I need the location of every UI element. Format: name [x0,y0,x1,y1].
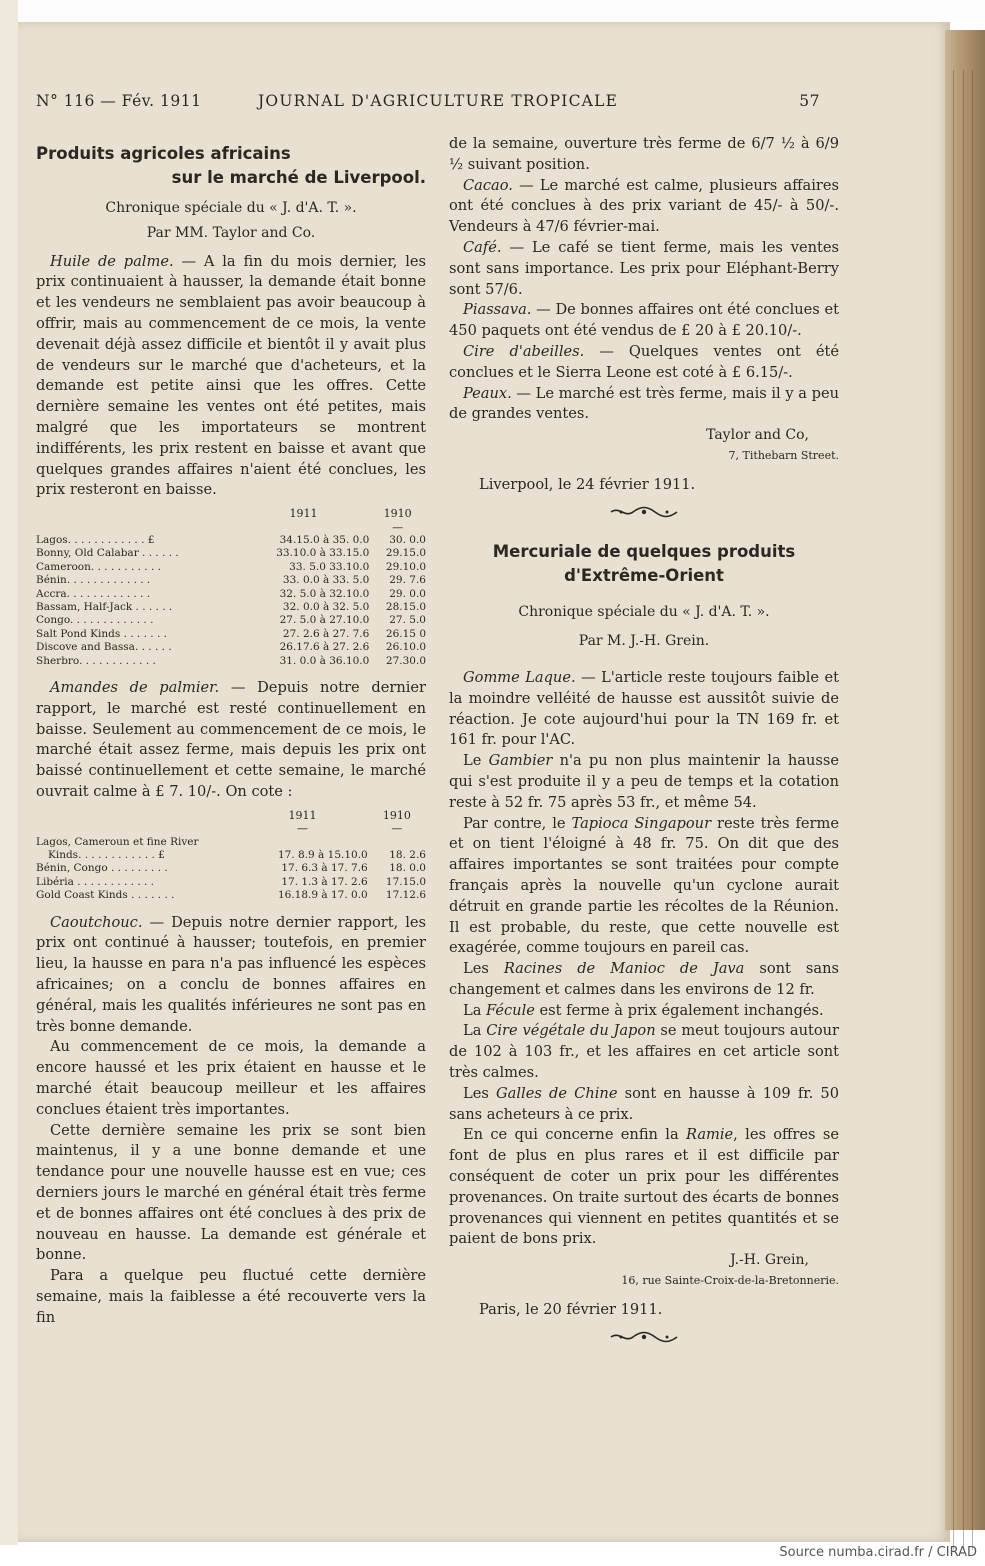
paragraph-galls: Les Galles de Chine sont en hausse à 109 fr. 50 sans acheteurs à ce prix. [449,1084,839,1123]
dateline: Paris, le 20 février 1911. [479,1300,663,1318]
signature: Taylor and Co, [706,427,809,444]
article-title: Mercuriale de quelques produits d'Extrême-Orient [492,542,796,586]
paragraph: Au commencement de ce mois, la demande a encore haussé et les prix étaient en hausse et le marché était beaucoup meilleur et les affaires conclues étaient très importantes. [36,1038,426,1118]
table-row: Lagos, Cameroun et fine River [36,835,199,848]
table-row: Kinds. . . . . . . . . . . . £ 17. 8.9 à 15.10.0 18. 2.6 [48,849,426,862]
article-title: Produits agricoles africains sur le marché de Liverpool. [36,144,426,187]
paragraph-manioc: Les Racines de Manioc de Java sont sans changement et calmes dans les environs de 12 fr. [449,960,839,998]
book-edge [945,30,985,1530]
paragraph-cafe: Café. — Le café se tient ferme, mais les ventes sont sans importance. Les prix pour Eléphant-Berry sont 57/6. [449,238,839,298]
address: 16, rue Sainte-Croix-de-la-Bretonnerie. [621,1274,839,1288]
source-credit: Source numba.cirad.fr / CIRAD [779,1545,977,1560]
table-row: Accra. . . . . . . . . . . . . 32. 5.0 à 32.10.0 29. 0.0 [36,587,426,600]
table-row: Sherbro. . . . . . . . . . . . 31. 0.0 à 36.10.0 27.30.0 [36,654,426,667]
right-column [449,134,839,1353]
ornament-icon [449,502,839,523]
running-header [36,92,820,116]
signature: J.-H. Grein, [730,1252,809,1269]
paragraph-starch: La Fécule est ferme à prix également inchangés. [463,1001,824,1019]
table-row: Bénin. . . . . . . . . . . . . 33. 0.0 à 33. 5.0 29. 7.6 [36,574,426,587]
table-row: Bénin, Congo . . . . . . . . . 17. 6.3 à 17. 7.6 18. 0.0 [36,862,426,875]
paragraph: Cette dernière semaine les prix se sont bien maintenus, il y a une bonne demande et une tendance pour une nouvelle hausse est en vue; ces derniers jours le marché en général était très ferme et de bonnes affaires ont été conclues à des prix de nouveau en hausse. La demande est générale et bonne. [36,1121,426,1264]
table-row: Bonny, Old Calabar . . . . . . 33.10.0 à 33.15.0 29.15.0 [36,547,426,560]
paragraph-palm-oil: Huile de palme. — A la fin du mois dernier, les prix continuaient à hausser, la demande était bonne et les vendeurs ne semblaient pas avoir beaucoup à offrir, mais au commencement de ce mois, la vente devenait déjà assez difficile et bientôt il y avait plus de vendeurs sur le marché que d'acheteurs, et la demande est petite ainsi que les offres. Cette dernière semaine les ventes ont été petites, mais malgré que les importateurs se montrent indifférents, les prix restent en baisse et avant que quelques grandes affaires n'aient été conclues, les prix resteront en baisse. [36,252,426,499]
paragraph-beeswax: Cire d'abeilles. — Quelques ventes ont été conclues et le Sierra Leone est coté à £ 6.15/-. [449,342,840,381]
paragraph-gambier: Le Gambier n'a pu non plus maintenir la hausse qui s'est produite il y a peu de temps et la cotation reste à 52 fr. 75 après 53 fr., et même 54. [449,752,839,811]
article-byline: Par M. J.-H. Grein. [578,633,710,650]
table-row: Cameroon. . . . . . . . . . . 33. 5.0 33.10.0 29.10.0 [36,560,426,573]
dateline: Liverpool, le 24 février 1911. [479,475,696,493]
scan-top-margin [0,0,985,22]
article-subtitle: Chronique spéciale du « J. d'A. T. ». [105,200,357,216]
scan-left-margin [0,0,18,1545]
paragraph-japan-wax: La Cire végétale du Japon se meut toujours autour de 102 à 103 fr., et les affaires en cet article sont très calmes. [449,1022,839,1082]
issue-number: N° 116 — Fév. 1911 [36,92,202,110]
paragraph-shellac: Gomme Laque. — L'article reste toujours faible et la moindre velléité de hausse est aussitôt suivie de réaction. Je cote aujourd'hui pour la TN 169 fr. et 161 fr. pour l'AC. [449,668,839,749]
table-row: Congo. . . . . . . . . . . . . 27. 5.0 à 27.10.0 27. 5.0 [36,614,426,627]
ornament-icon [449,1327,839,1348]
article-byline: Par MM. Taylor and Co. [146,224,316,241]
price-table-palm-kernels: 1911 1910 — — Lagos, Cameroun et fine River Kinds. . . . . . . . . . . . £ 17. 8.9 à 15.10.0 18. 2.6 Bénin, Congo . . . . . . . . . 17. 6.3 à 17. 7.6 18. 0.0 Libéria . . . . . . . . . . . . 17. 1.3 à 17. 2.6 17.15.0 Gold Coast Kinds . . . . . . . 16.18.9 à 17. 0.0 17.12.6 [36,808,426,902]
paragraph-tapioca: Par contre, le Tapioca Singapour reste très ferme et on tient l'éloigné à 48 fr. 75. On dit que des affaires importantes se sont traitées pour compte français après la nouvelle qu'un cyclone aurait détruit en grande partie les récoltes de la Réunion. Il est probable, du reste, que cette nouvelle est exagérée, comme toujours en pareil cas. [449,814,839,957]
table-row: Salt Pond Kinds . . . . . . . 27. 2.6 à 27. 7.6 26.15 0 [36,627,426,640]
table-row: Bassam, Half-Jack . . . . . . 32. 0.0 à 32. 5.0 28.15.0 [36,601,426,613]
table-row: Lagos. . . . . . . . . . . . £ 34.15.0 à 35. 0.0 30. 0.0 [36,533,426,546]
table-row: Discove and Bassa. . . . . . 26.17.6 à 27. 2.6 26.10.0 [36,641,426,654]
journal-title: JOURNAL D'AGRICULTURE TROPICALE [258,92,619,110]
paragraph-hides: Peaux. — Le marché est très ferme, mais il y a peu de grandes ventes. [449,384,839,423]
article-subtitle: Chronique spéciale du « J. d'A. T. ». [518,604,770,621]
paragraph-piassava: Piassava. — De bonnes affaires ont été conclues et 450 paquets ont été vendus de £ 20 à £ 20.10/-. [449,301,839,340]
page-number: 57 [799,92,820,110]
left-column [36,142,426,1329]
price-table-palm-oil: 1911 1910 — Lagos. . . . . . . . . . . . £ 34.15.0 à 35. 0.0 30. 0.0 Bonny, Old Calabar . . . . . . 33.10.0 à 33.15.0 29.15.0 Cameroon. . . . . . . . . . . 33. 5.0 33.10.0 29.10.0 Bénin. . . . . . . . . . . . . 33. 0.0 à 33. 5.0 29. 7.6 Accra. . . . . . . . . . . . . 32. 5.0 à 32.10.0 29. 0.0 Bassam, Half-Jack . . . . . . 32. 0.0 à 32. 5.0 28.15.0 Congo. . . . . . . . . . . . . 27. 5.0 à 27.10.0 27. 5.0 Salt Pond Kinds . . . . . . . 27. 2.6 à 27. 7.6 26.15 0 Discove and Bassa. . . . . . 26.17.6 à 27. 2.6 26.10.0 Sherbro. . . . . . . . . . . . 31. 0.0 à 36.10.0 27.30.0 [36,507,426,667]
paragraph-palm-kernels: Amandes de palmier. — Depuis notre dernier rapport, le marché est resté continuellement en baisse. Seulement au commencement de ce mois, le marché était assez ferme, mais depuis les prix ont baissé continuellement et cette semaine, le marché ouvrait calme à £ 7. 10/-. On cote : [36,679,426,801]
paragraph-ramie: En ce qui concerne enfin la Ramie, les offres se font de plus en plus rares et il est difficile par conséquent de coter un prix pour les différentes provenances. On traite surtout des écarts de bonnes provenances qui viennent en petites quantités et se paient de bons prix. [449,1126,839,1248]
address: 7, Tithebarn Street. [728,448,839,462]
table-row: Gold Coast Kinds . . . . . . . 16.18.9 à 17. 0.0 17.12.6 [36,889,426,902]
paragraph-rubber: Caoutchouc. — Depuis notre dernier rapport, les prix ont continué à hausser; toutefois, en premier lieu, la hausse en para n'a pas influencé les espèces africaines; on a conclu de bonnes affaires en général, mais les qualités inférieures ne sont pas en très bonne demande. [36,913,426,1035]
table-row: Libéria . . . . . . . . . . . . 17. 1.3 à 17. 2.6 17.15.0 [36,875,426,888]
paragraph: Para a quelque peu fluctué cette dernière semaine, mais la faiblesse a été recouverte vers la fin [36,1267,426,1326]
paragraph: de la semaine, ouverture très ferme de 6/7 ½ à 6/9 ½ suivant position. [449,135,839,173]
paragraph-cacao: Cacao. — Le marché est calme, plusieurs affaires ont été conclues à des prix variant de 45/- à 50/-. Vendeurs à 47/6 février-mai. [449,176,839,236]
